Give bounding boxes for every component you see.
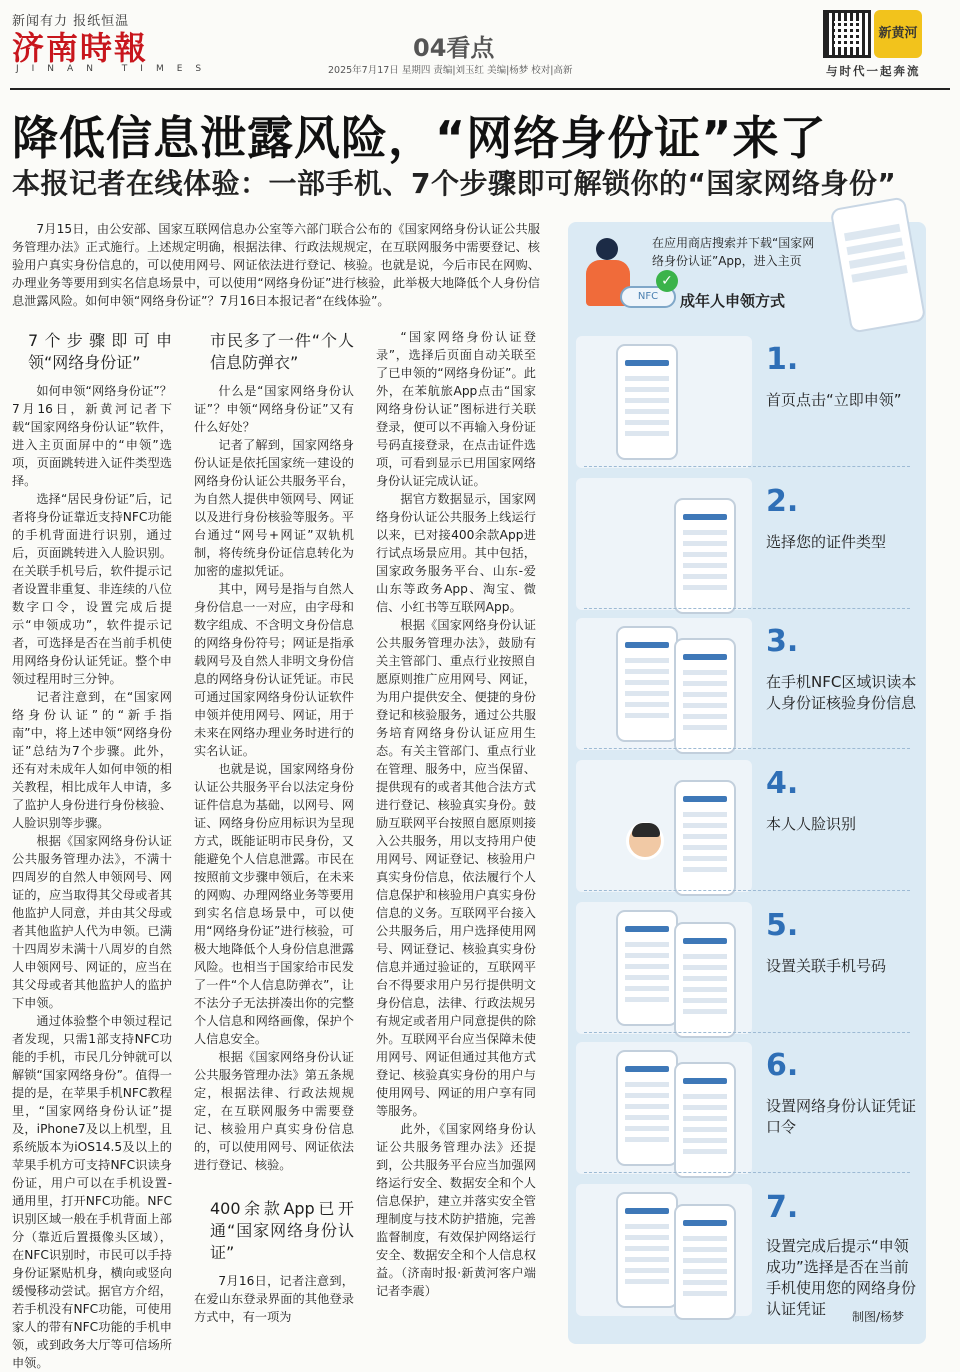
step-number: 2. bbox=[766, 484, 799, 519]
masthead bbox=[0, 0, 960, 92]
slogan: 新闻有力 报纸恒温 bbox=[12, 14, 130, 29]
subheadline: 本报记者在线体验：一部手机、7个步骤即可解锁你的“国家网络身份” bbox=[12, 167, 897, 200]
paragraph: 根据《国家网络身份认证公共服务管理办法》，鼓励有关主管部门、重点行业按照自愿原则推广应用网号、网证，为用户提供安全、便捷的身份登记和核验服务，通过公共服务培育网络身份认证应用生态。有关主管部门、重点行业在管理、服务中，应当保留、提供现有的或者其他合法方式进行登记、核验真实身份。鼓励互联网平台按照自愿原则接入公共服务，用以支持用户使用网号、网证登记、核验用户真实身份信息，依法履行个人信息保护和核验用户真实身份信息的义务。互联网平台接入公共服务后，用户选择使用网号、网证登记、核验真实身份信息并通过验证的，互联网平台不得要求用户另行提供明文身份信息，法律、行政法规另有规定或者用户同意提供的除外。互联网平台应当保障未使用网号、网证但通过其他方式登记、核验真实身份的用户与使用网号、网证的用户享有同等服务。 bbox=[376, 618, 536, 1118]
check-icon: ✓ bbox=[656, 270, 678, 292]
paper-logo-en: JINAN TIMES bbox=[16, 64, 215, 74]
paragraph: 根据《国家网络身份认证公共服务管理办法》第五条规定，根据法律、行政法规规定，在互联网服务中需要登记、核验用户真实身份信息的，可以使用网号、网证依法进行登记、核验。 bbox=[194, 1050, 354, 1172]
paragraph: 选择“居民身份证”后，记者将身份证靠近支持NFC功能的手机背面进行识别，通过后，页面跳转进入人脸识别。在关联手机号后，软件提示记者设置非重复、非连续的八位数字口令，设置完成后提示“申领成功”，软件提示记者，可选择是否在当前手机使用网络身份认证凭证。整个申领过程用时三分钟。 bbox=[12, 492, 172, 686]
divider bbox=[584, 1032, 910, 1033]
divider bbox=[584, 466, 910, 467]
step-screenshot bbox=[576, 1184, 752, 1316]
step-number: 5. bbox=[766, 908, 799, 943]
section-heading: 7个步骤即可申领“网络身份证” bbox=[28, 331, 172, 372]
paragraph: 此外，《国家网络身份认证公共服务管理办法》还提到，公共服务平台应当加强网络运行安全、数据安全和个人信息保护，建立并落实安全管理制度与技术防护措施，完善监督制度，有效保护网络运行安全、数据安全和个人信息权益。（济南时报·新黄河客户端记者李震） bbox=[376, 1122, 536, 1298]
step-3 bbox=[576, 614, 918, 756]
section-heading: 市民多了一件“个人信息防弹衣” bbox=[210, 331, 354, 372]
qr-code-icon bbox=[823, 10, 871, 58]
step-number: 4. bbox=[766, 766, 799, 801]
paragraph: 记者注意到，在“国家网络身份认证”的“新手指南”中，将上述申领“网络身份证”总结为7个步骤。此外，还有对未成年人如何申领的相关教程，相比成年人申请，多了监护人身份进行身份核验、人脸识别等步骤。 bbox=[12, 690, 172, 830]
divider bbox=[584, 608, 910, 609]
step-number: 7. bbox=[766, 1190, 799, 1225]
paragraph: 也就是说，国家网络身份认证公共服务平台以法定身份证件信息为基础，以网号、网证、网络身份应用标识为呈现方式，既能证明市民身份，又能避免个人信息泄露。市民在按照前文步骤申领后，在未来的网购、办理网络业务等要用到实名信息场景中，可以使用“网络身份证”进行核验，可极大地降低个人身份信息泄露风险。也相当于国家给市民发了一件“个人信息防弹衣”，让不法分子无法拼凑出你的完整个人信息和网络画像，保护个人信息安全。 bbox=[194, 762, 354, 1046]
step-4 bbox=[576, 756, 918, 898]
divider bbox=[584, 890, 910, 891]
step-screenshot bbox=[576, 902, 752, 1034]
step-text: 设置网络身份认证凭证口令 bbox=[766, 1097, 917, 1136]
paper-logo: 济南時報 bbox=[12, 29, 149, 67]
paragraph: 据官方数据显示，国家网络身份认证公共服务上线运行以来，已对接400余款App进行试点场景应用。其中包括，国家政务服务平台、山东-爱山东等政务App、淘宝、微信、小红书等互联网App。 bbox=[376, 492, 536, 614]
panel-intro: 在应用商店搜索并下载“国家网络身份认证”App，进入主页 bbox=[652, 236, 815, 268]
article-column-2 bbox=[194, 328, 354, 1326]
face-avatar-icon bbox=[626, 822, 664, 860]
step-text: 设置关联手机号码 bbox=[766, 957, 887, 975]
paragraph: 什么是“国家网络身份认证”？申领“网络身份证”又有什么好处？ bbox=[194, 384, 354, 434]
divider bbox=[584, 748, 910, 749]
step-text: 首页点击“立即申领” bbox=[766, 391, 902, 409]
step-2 bbox=[576, 474, 918, 616]
step-6 bbox=[576, 1038, 918, 1180]
step-number: 3. bbox=[766, 624, 799, 659]
nfc-icon: NFC bbox=[620, 286, 676, 308]
step-text: 在手机NFC区域识读本人身份证核验身份信息 bbox=[766, 673, 917, 712]
lead-paragraph: 7月15日，由公安部、国家互联网信息办公室等六部门联合公布的《国家网络身份认证公共服务管理办法》正式施行。上述规定明确，根据法律、行政法规规定，在互联网服务中需要登记、核验用户真实身份信息的，可以使用网号、网证依法进行登记、核验。也就是说，今后市民在网购、办理业务等要用到实名信息场景中，可以使用“网络身份证”进行核验，此举极大地降低个人身份信息泄露风险。如何申领“网络身份证”？7月16日本报记者“在线体验”。 bbox=[12, 222, 540, 308]
step-text: 本人人脸识别 bbox=[766, 815, 857, 833]
panel-title: 成年人申领方式 bbox=[680, 292, 786, 310]
step-5 bbox=[576, 898, 918, 1040]
step-screenshot bbox=[576, 618, 752, 750]
step-text: 设置完成后提示“申领成功”选择是否在当前手机使用您的网络身份认证凭证 bbox=[766, 1237, 917, 1318]
steps-infographic bbox=[568, 222, 926, 1344]
step-number: 6. bbox=[766, 1048, 799, 1083]
brand-tagline: 与时代一起奔流 bbox=[826, 64, 921, 78]
paragraph: 记者了解到，国家网络身份认证是依托国家统一建设的网络身份认证公共服务平台，为自然人提供申领网号、网证以及进行身份核验等服务。平台通过“网号+网证”双轨机制，将传统身份证信息转化为加密的虚拟凭证。 bbox=[194, 438, 354, 578]
article-column-1 bbox=[12, 328, 172, 1372]
step-text: 选择您的证件类型 bbox=[766, 533, 887, 551]
paragraph: 通过体验整个申领过程记者发现，只需1部支持NFC功能的手机，市民几分钟就可以解锁“国家网络身份”。值得一提的是，在苹果手机NFC教程里，“国家网络身份认证”提及，iPhone7及以上机型，且系统版本为iOS14.5及以上的苹果手机方可支持NFC识读身份证，用户可以在手机设置-通用里，打开NFC功能。NFC识别区域一般在手机背面上部分（靠近后置摄像头区域），在NFC识别时，市民可以手持身份证紧贴机身，横向或竖向缓慢移动尝试。据官方介绍，若手机没有NFC功能，可使用家人的带有NFC功能的手机申领，或到政务大厅等可信场所申领。 bbox=[12, 1014, 172, 1370]
article-column-3 bbox=[376, 328, 536, 1300]
paragraph: 其中，网号是指与自然人身份信息一一对应，由字母和数字组成、不含明文身份信息的网络身份符号；网证是指承载网号及自然人非明文身份信息的网络身份认证凭证。市民可通过国家网络身份认证软件申领并使用网号、网证，用于未来在网络办理业务时进行的实名认证。 bbox=[194, 582, 354, 758]
step-screenshot bbox=[576, 760, 752, 892]
paragraph: 根据《国家网络身份认证公共服务管理办法》，不满十四周岁的自然人申领网号、网证的，应当取得其父母或者其他监护人同意，并由其父母或者其他监护人代为申领。已满十四周岁未满十八周岁的自然人申领网号、网证的，应当在其父母或者其他监护人的监护下申领。 bbox=[12, 834, 172, 1010]
step-number: 1. bbox=[766, 342, 799, 377]
divider bbox=[584, 1172, 910, 1173]
step-screenshot bbox=[576, 478, 752, 610]
header-rule bbox=[10, 88, 950, 90]
headline: 降低信息泄露风险，“网络身份证”来了 bbox=[12, 111, 827, 165]
step-1 bbox=[576, 332, 918, 474]
page-meta: 2025年7月17日 星期四 责编|刘玉红 美编|杨梦 校对|高新 bbox=[328, 65, 573, 76]
phone-illustration bbox=[830, 196, 927, 333]
graphic-credit: 制图/杨梦 bbox=[852, 1310, 905, 1324]
paragraph: “国家网络身份认证登录”，选择后页面自动关联至了已申领的“网络身份证”。此外，在苯航旅App点击“国家网络身份认证”图标进行关联登录，便可以不再输入身份证号码直接登录，在点击证件选项，可看到显示已用国家网络身份认证完成认证。 bbox=[376, 330, 536, 488]
brand-logo: 新黄河 bbox=[874, 10, 922, 58]
paragraph: 7月16日，记者注意到，在爱山东登录界面的其他登录方式中，有一项为 bbox=[194, 1274, 354, 1324]
step-screenshot bbox=[576, 336, 752, 468]
page-number: 04看点 bbox=[413, 34, 495, 62]
step-screenshot bbox=[576, 1042, 752, 1174]
section-heading: 400余款App已开通“国家网络身份认证” bbox=[210, 1199, 354, 1262]
paragraph: 如何申领“网络身份证”？7月16日，新黄河记者下载“国家网络身份认证”软件，进入主页面屏中的“申领”选项，页面跳转进入证件类型选择。 bbox=[12, 384, 172, 488]
